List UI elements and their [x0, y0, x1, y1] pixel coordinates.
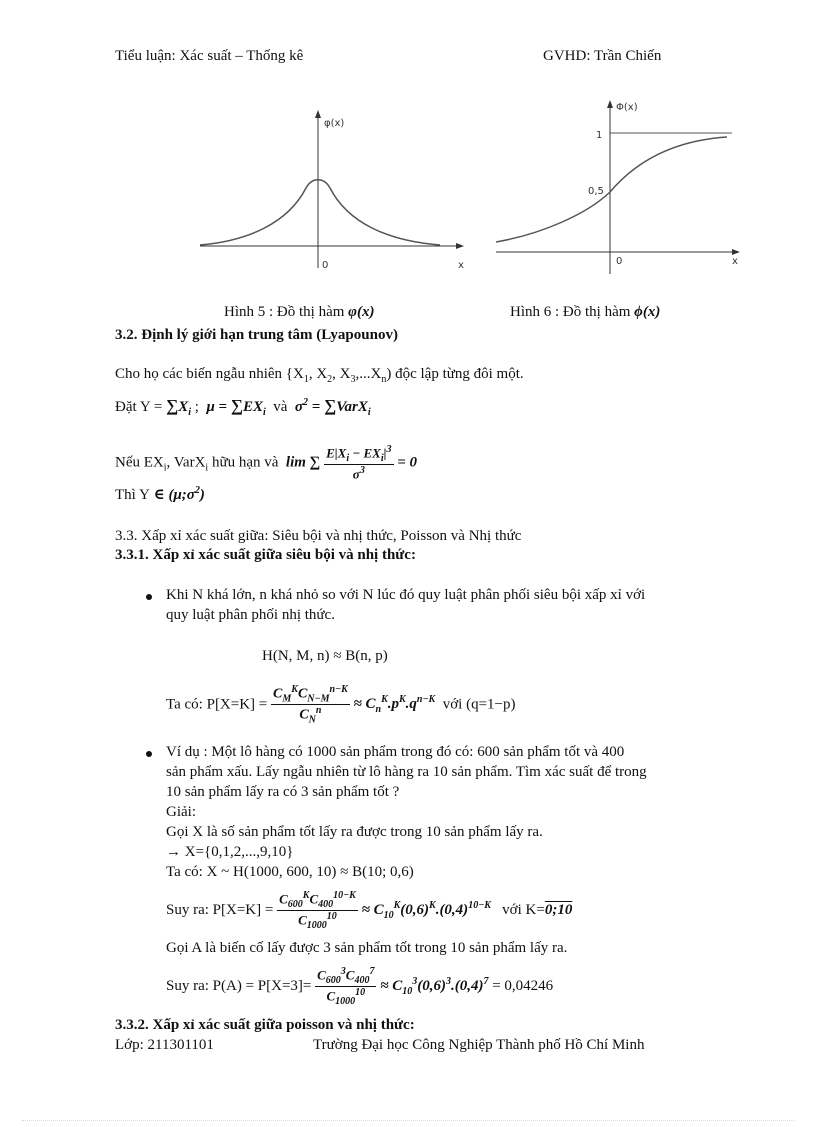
- example-line-1: Ví dụ : Một lô hàng có 1000 sản phẩm trong đó có: 600 sản phẩm tốt và 400: [166, 744, 625, 760]
- example-line-2: sản phẩm xấu. Lấy ngẫu nhiên từ lô hàng ra 10 sản phẩm. Tìm xác suất để trong: [166, 764, 647, 780]
- fig5-ylabel: φ(x): [324, 118, 345, 129]
- bullet-1-line-2: quy luật phân phối nhị thức.: [166, 607, 335, 623]
- hypergeom-formula: Ta có: P[X=K] = $\frac{C_M^KC_{N-M}^{n-K}}{C_N^n}$ ≈ $C_n^K.p^K.q^{n-K}$ với (q=1−p): [166, 684, 516, 726]
- bullet-1-line-1: Khi N khá lớn, n khá nhỏ so với N lúc đó quy luật phân phối siêu bội xấp xỉ với: [166, 587, 646, 603]
- approx-formula: H(N, M, n) ≈ B(n, p): [262, 648, 388, 664]
- footer-left: Lớp: 211301101: [115, 1037, 214, 1053]
- intro-line: Cho họ các biến ngẫu nhiên {$X_1$, $X_2$, $X_3,...X_n$) độc lập từng đôi một.: [115, 366, 524, 385]
- footer-right: Trường Đại học Công Nghiệp Thành phố Hồ Chí Minh: [313, 1037, 645, 1053]
- section-3-3-2-heading: 3.3.2. Xấp xỉ xác suất giữa poisson và nhị thức:: [115, 1017, 415, 1033]
- condition-line: Nếu $EX_i$, VarX$_i$ hữu hạn và lim ∑ $\frac{E|X_i - EX_i|^3}{\sigma^3}$ = 0: [115, 444, 418, 482]
- define-x-line: Gọi X là số sản phẩm tốt lấy ra được trong 10 sản phẩm lấy ra.: [166, 824, 543, 840]
- figure-6-graph: [492, 96, 744, 274]
- definition-line: Đặt $Y = \sum X_i$ ; $\mu = \sum EX_i$ và $\sigma^2$ = ∑VarX$_i$: [115, 396, 371, 418]
- conclusion-line: Thì Y ∈ $(\mu;\sigma^2)$: [115, 485, 205, 503]
- solution-label: Giải:: [166, 804, 196, 820]
- x-values-line: → X={0,1,2,...,9,10}: [166, 844, 294, 860]
- fig6-ylabel: Φ(x): [616, 102, 638, 113]
- section-3-3-1-heading: 3.3.1. Xấp xỉ xác suất giữa siêu bội và nhị thức:: [115, 547, 416, 563]
- k-range: 0;10: [544, 901, 573, 918]
- fig6-one: 1: [596, 130, 603, 141]
- fig5-origin: 0: [322, 260, 329, 271]
- page-bottom-border: [22, 1120, 794, 1121]
- figure-5-caption: Hình 5 : Đồ thị hàm φ(x): [224, 304, 375, 320]
- fig6-xlabel: x: [732, 256, 738, 267]
- pmf-formula: Suy ra: P[X=K] = $\frac{C_{600}^KC_{400}^{10-K}}{C_{1000}^{10}}$ ≈ $C_{10}^K(0,6)^K.(0,4)^{10-K}$ với K=0;10: [166, 890, 573, 931]
- define-a-line: Gọi A là biến cố lấy được 3 sản phẩm tốt trong 10 sản phẩm lấy ra.: [166, 940, 568, 956]
- section-3-3-title: 3.3. Xấp xỉ xác suất giữa: Siêu bội và nhị thức, Poisson và Nhị thức: [115, 528, 522, 544]
- figure-5-graph: [178, 108, 468, 276]
- header-left: Tiểu luận: Xác suất – Thống kê: [115, 48, 304, 64]
- fig6-origin: 0: [616, 256, 623, 267]
- example-line-3: 10 sản phẩm lấy ra có 3 sản phẩm tốt ?: [166, 784, 400, 800]
- probability-result: Suy ra: P(A) = P[X=3]= $\frac{C_{600}^3C_{400}^7}{C_{1000}^{10}}$ ≈ $C_{10}^3(0,6)^3.(0,4)^7 = 0,04246$: [166, 966, 554, 1007]
- fig5-func: φ(x): [348, 304, 375, 320]
- section-3-2-heading: 3.2. Định lý giới hạn trung tâm (Lyapounov): [115, 327, 398, 343]
- fig6-half: 0,5: [588, 186, 604, 197]
- bullet-2: [146, 751, 152, 757]
- header-right: GVHD: Trần Chiến: [543, 48, 662, 64]
- fig6-func: ϕ(x): [634, 304, 661, 320]
- fig5-xlabel: x: [458, 260, 464, 271]
- distribution-line: Ta có: X ~ H(1000, 600, 10) ≈ B(10; 0,6): [166, 864, 414, 880]
- figure-6-caption: Hình 6 : Đồ thị hàm ϕ(x): [510, 304, 661, 320]
- bullet-1: [146, 594, 152, 600]
